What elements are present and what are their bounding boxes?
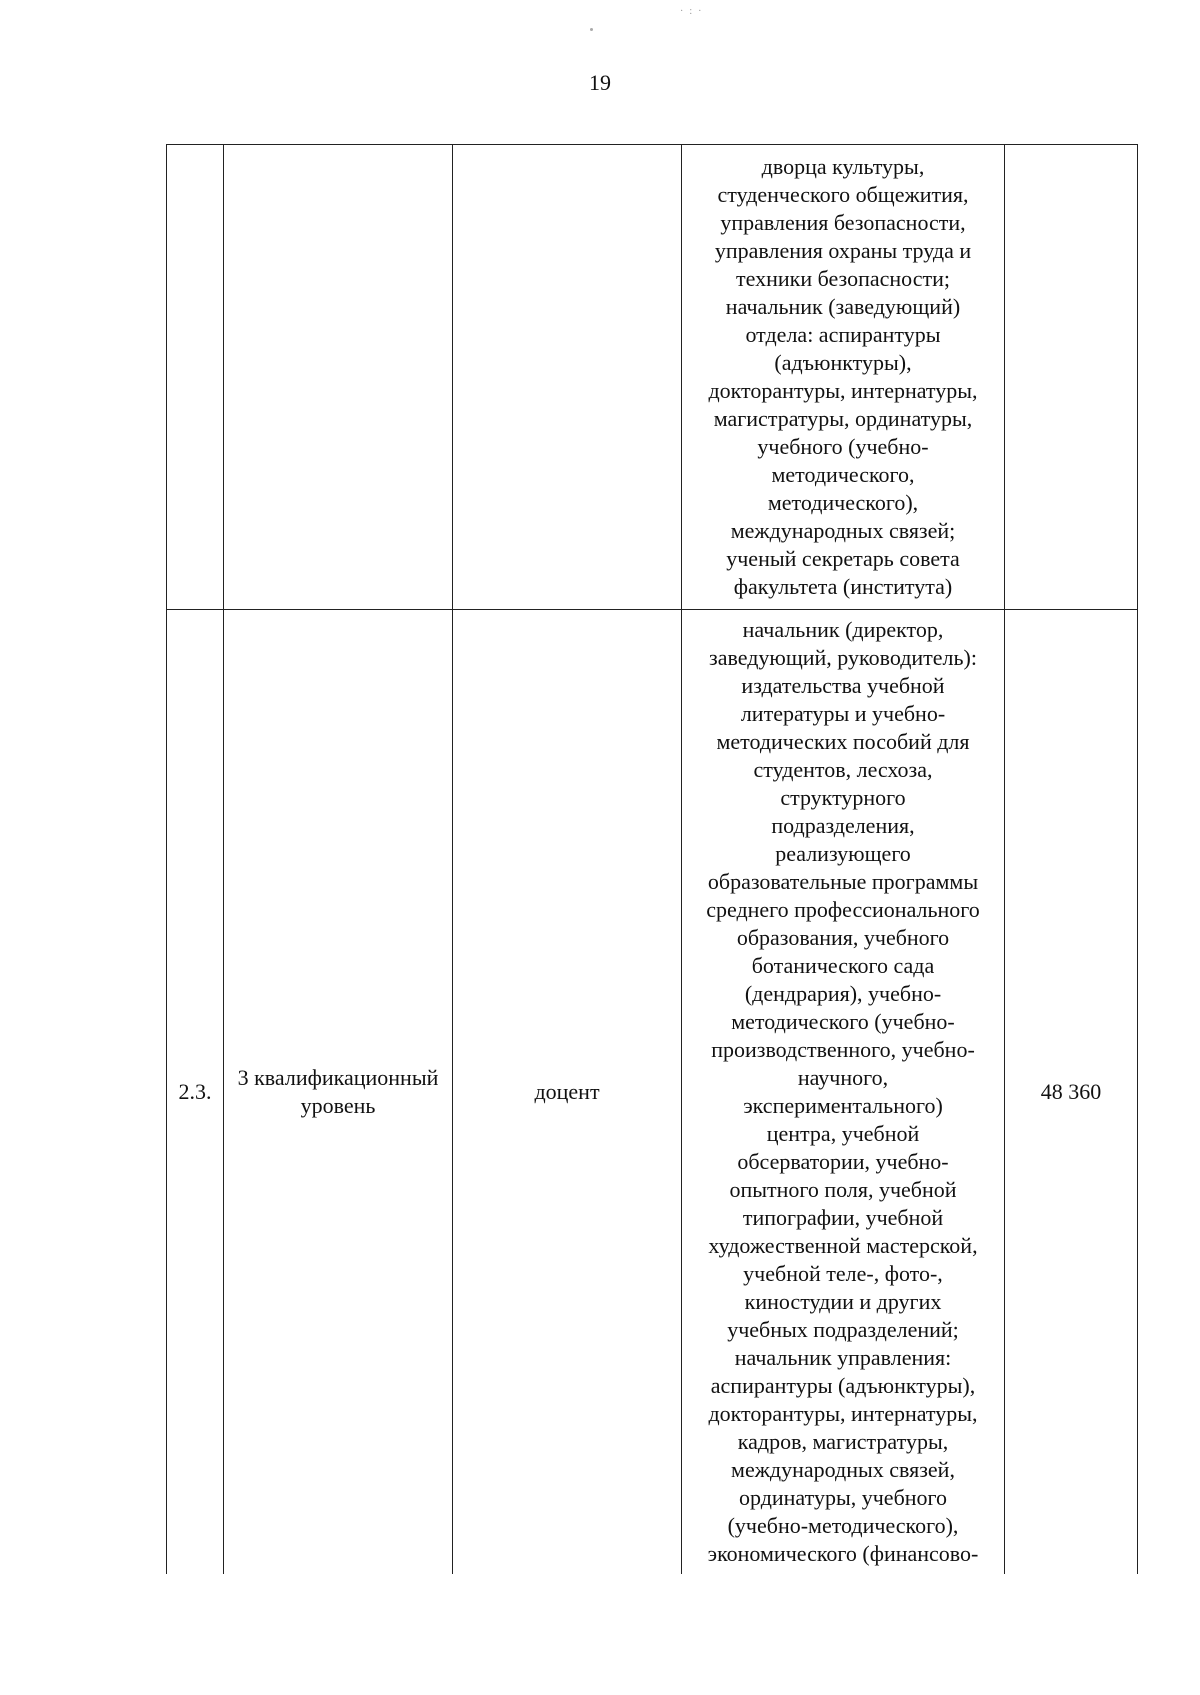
cell-number (167, 145, 224, 610)
cell-salary (1005, 145, 1138, 610)
position-list-text: дворца культуры, студенческого общежития, управления безопасности, управления охраны труда и техники безопасности; начальник (заведующий) отдела: аспирантуры (адъюнктуры), докторантуры, интернатуры, магистратуры, ординатуры, учебного (учебно- методического, методического), международных связей; ученый секретарь совета факультета (института) (708, 154, 978, 599)
page-number: 19 (589, 70, 611, 95)
scan-dot (590, 28, 593, 31)
cell-number: 2.3. (167, 610, 224, 1575)
table-row-continuation (167, 145, 1138, 610)
salary-table (166, 144, 1138, 1574)
cell-position-list (682, 145, 1005, 610)
scan-artifact: ·:· (680, 6, 708, 17)
cell-position-list (682, 610, 1005, 1575)
cell-qualification-level (224, 145, 453, 610)
cell-position (453, 145, 682, 610)
cell-position: доцент (453, 610, 682, 1575)
table-row-2-3 (167, 610, 1138, 1575)
cell-salary: 48 360 (1005, 610, 1138, 1575)
cell-qualification-level: 3 квалификационный уровень (224, 610, 453, 1575)
position-list-text: начальник (директор, заведующий, руководитель): издательства учебной литературы и учебно- методических пособий для студентов, лесхоза, структурного подразделения, реализующего образовательные программы среднего профессионального образования, учебного ботанического сада (дендрария), учебно- методического (учебно- производственного, учебно- научного, экспериментального) центра, учебной обсерватории, учебно- опытного поля, учебной типографии, учебной художественной мастерской, учебной теле-, фото-, киностудии и других учебных подразделений; начальник управления: аспирантуры (адъюнктуры), докторантуры, интернатуры, кадров, магистратуры, международных связей, ординатуры, учебного (учебно-методического), экономического (финансово- (706, 617, 980, 1566)
